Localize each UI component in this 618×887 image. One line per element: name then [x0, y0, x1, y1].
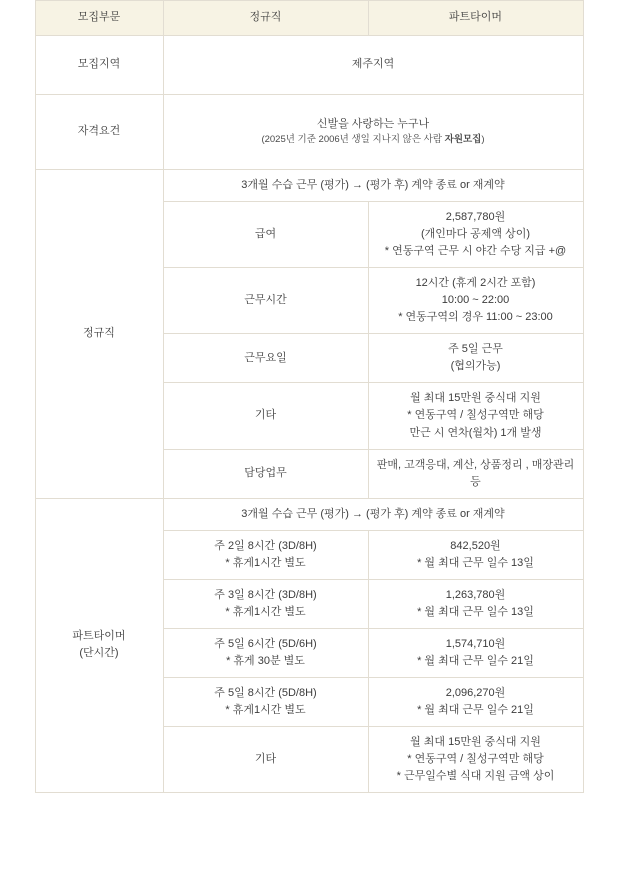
hours-note: * 연동구역의 경우 11:00 ~ 23:00: [398, 311, 553, 324]
section-label-parttime: [35, 498, 163, 793]
parttime-etc-line-1: 월 최대 15만원 중식대 지원: [410, 736, 541, 749]
days-note: (협의가능): [450, 360, 501, 373]
parttime-pay-1: [368, 530, 583, 579]
parttime-label-main: 파트타이머: [72, 630, 126, 643]
parttime-item-value-etc: [368, 727, 583, 793]
parttime-label-sub: (단시간): [79, 647, 119, 660]
row-label-qualification: 자격요건: [35, 95, 163, 170]
fulltime-item-name-days: 근무요일: [163, 334, 368, 383]
parttime-pay-4: [368, 677, 583, 726]
pay-1-amount: 842,520원: [450, 539, 501, 552]
fulltime-item-value-hours: [368, 268, 583, 334]
header-fulltime: 정규직: [163, 1, 368, 36]
fulltime-item-value-duties: 판매, 고객응대, 계산, 상품정리 , 매장관리 등: [368, 449, 583, 498]
fulltime-banner: 3개월 수습 근무 (평가) → (평가 후) 계약 종료 or 재계약: [163, 170, 583, 202]
header-parttime: 파트타이머: [368, 1, 583, 36]
fulltime-item-name-hours: 근무시간: [163, 268, 368, 334]
qualification-note: [168, 133, 579, 148]
hours-range: 10:00 ~ 22:00: [441, 294, 510, 307]
schedule-4-note: * 휴게1시간 별도: [225, 704, 306, 717]
parttime-etc-line-2: * 연동구역 / 칠성구역만 해당: [407, 753, 544, 766]
schedule-1-note: * 휴게1시간 별도: [225, 556, 306, 569]
parttime-banner-row: [35, 498, 583, 530]
fulltime-item-name-etc: 기타: [163, 383, 368, 449]
salary-amount: 2,587,780원: [445, 211, 506, 224]
schedule-3-main: 주 5일 6시간 (5D/6H): [214, 637, 317, 650]
pay-3-amount: 1,574,710원: [445, 637, 506, 650]
row-value-qualification: [163, 95, 583, 170]
table-header-row: [35, 1, 583, 36]
schedule-2-main: 주 3일 8시간 (3D/8H): [214, 588, 317, 601]
header-part: 모집부문: [35, 1, 163, 36]
parttime-schedule-3: [163, 628, 368, 677]
hours-total: 12시간 (휴게 2시간 포함): [415, 277, 536, 290]
fulltime-item-value-days: [368, 334, 583, 383]
fulltime-banner-row: [35, 170, 583, 202]
parttime-item-name-etc: 기타: [163, 727, 368, 793]
qualification-main: 신발을 사랑하는 누구나: [316, 118, 430, 131]
etc-line-1: 월 최대 15만원 중식대 지원: [410, 392, 541, 405]
etc-line-3: 만근 시 연차(월차) 1개 발생: [409, 426, 542, 439]
pay-4-amount: 2,096,270원: [445, 686, 506, 699]
etc-line-2: * 연동구역 / 칠성구역만 해당: [407, 409, 544, 422]
days-main: 주 5일 근무: [448, 343, 503, 356]
section-label-fulltime: 정규직: [35, 170, 163, 499]
fulltime-item-name-salary: 급여: [163, 202, 368, 268]
parttime-pay-2: [368, 579, 583, 628]
table-row-region: [35, 36, 583, 95]
salary-note-1: (개인마다 공제액 상이): [420, 228, 531, 241]
parttime-pay-3: [368, 628, 583, 677]
qualification-note-bold: 자원모집: [444, 134, 482, 146]
parttime-schedule-2: [163, 579, 368, 628]
parttime-schedule-1: [163, 530, 368, 579]
fulltime-item-name-duties: 담당업무: [163, 449, 368, 498]
qualification-note-pre: (2025년 기준 2006년 생일 지나지 않은 사람: [261, 134, 445, 146]
parttime-etc-line-3: * 근무일수별 식대 지원 금액 상이: [396, 770, 555, 783]
salary-note-2: * 연동구역 근무 시 야간 수당 지급 +@: [384, 245, 567, 258]
qualification-note-post: ): [481, 134, 485, 146]
schedule-1-main: 주 2일 8시간 (3D/8H): [214, 539, 317, 552]
pay-2-note: * 월 최대 근무 일수 13일: [417, 605, 534, 618]
schedule-3-note: * 휴게 30분 별도: [226, 654, 305, 667]
pay-1-note: * 월 최대 근무 일수 13일: [417, 556, 534, 569]
fulltime-item-value-salary: [368, 202, 583, 268]
table-row-qualification: [35, 95, 583, 170]
row-label-region: 모집지역: [35, 36, 163, 95]
parttime-banner: 3개월 수습 근무 (평가) → (평가 후) 계약 종료 or 재계약: [163, 498, 583, 530]
pay-2-amount: 1,263,780원: [445, 588, 506, 601]
recruitment-table: [35, 0, 584, 793]
schedule-2-note: * 휴게1시간 별도: [225, 605, 306, 618]
parttime-schedule-4: [163, 677, 368, 726]
pay-3-note: * 월 최대 근무 일수 21일: [417, 654, 534, 667]
schedule-4-main: 주 5일 8시간 (5D/8H): [214, 686, 317, 699]
row-value-region: 제주지역: [163, 36, 583, 95]
fulltime-item-value-etc: [368, 383, 583, 449]
pay-4-note: * 월 최대 근무 일수 21일: [417, 704, 534, 717]
